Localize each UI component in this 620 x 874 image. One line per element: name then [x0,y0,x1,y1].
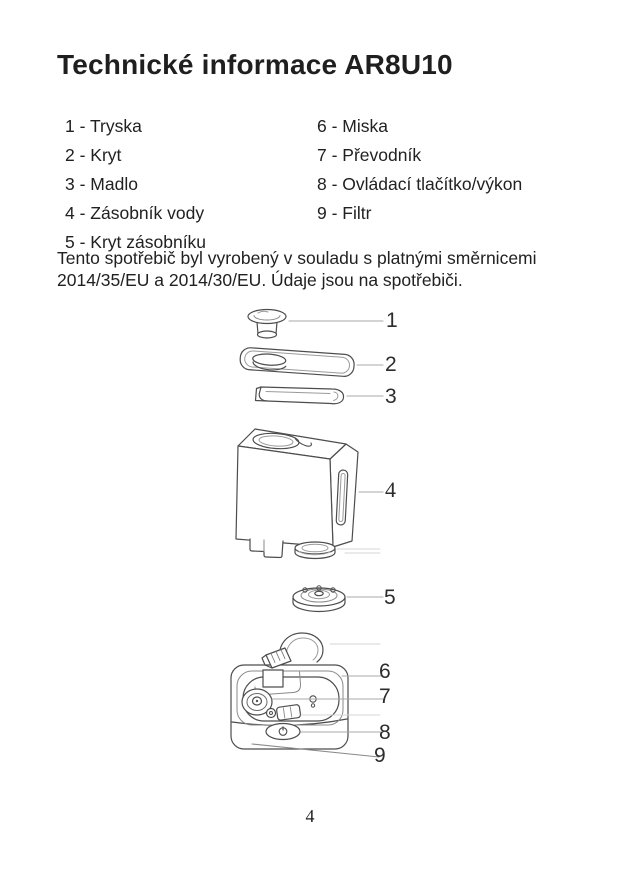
callout-label-5: 5 [384,586,396,609]
parts-list-item-7: 7 - Převodník [317,145,422,165]
parts-list-item-8: 8 - Ovládací tlačítko/výkon [317,174,523,194]
callout-label-3: 3 [385,385,397,408]
filter-cartridge [276,704,301,720]
callout-label-1: 1 [386,309,398,332]
callout-label-8: 8 [379,721,391,744]
callout-label-6: 6 [379,660,391,683]
nozzle-part [248,310,286,339]
parts-list-item-3: 3 - Madlo [65,174,138,194]
tank-cap-part [293,586,345,612]
page-title: Technické informace AR8U10 [57,49,453,80]
parts-list-item-5: 5 - Kryt zásobníku [65,232,207,252]
compliance-notice-line-1: Tento spotřebič byl vyrobený v souladu s platnými směrnicemi [57,248,537,268]
parts-list-item-4: 4 - Zásobník vody [65,203,205,223]
cover-part [240,347,355,377]
parts-list-item-2: 2 - Kryt [65,145,122,165]
callout-label-2: 2 [385,353,397,376]
compliance-notice-line-2: 2014/35/EU a 2014/30/EU. Údaje jsou na spotřebiči. [57,270,463,290]
cord-inlet [263,670,283,687]
parts-list-item-9: 9 - Filtr [317,203,372,223]
parts-list-item-6: 6 - Miska [317,116,388,136]
handle-part [256,387,344,404]
callout-label-7: 7 [379,685,391,708]
callout-label-9: 9 [374,744,386,767]
page-number: 4 [305,806,315,826]
power-button [266,724,300,740]
callout-label-4: 4 [385,477,396,502]
tank-part [236,429,358,559]
parts-list-item-1: 1 - Tryska [65,116,142,136]
